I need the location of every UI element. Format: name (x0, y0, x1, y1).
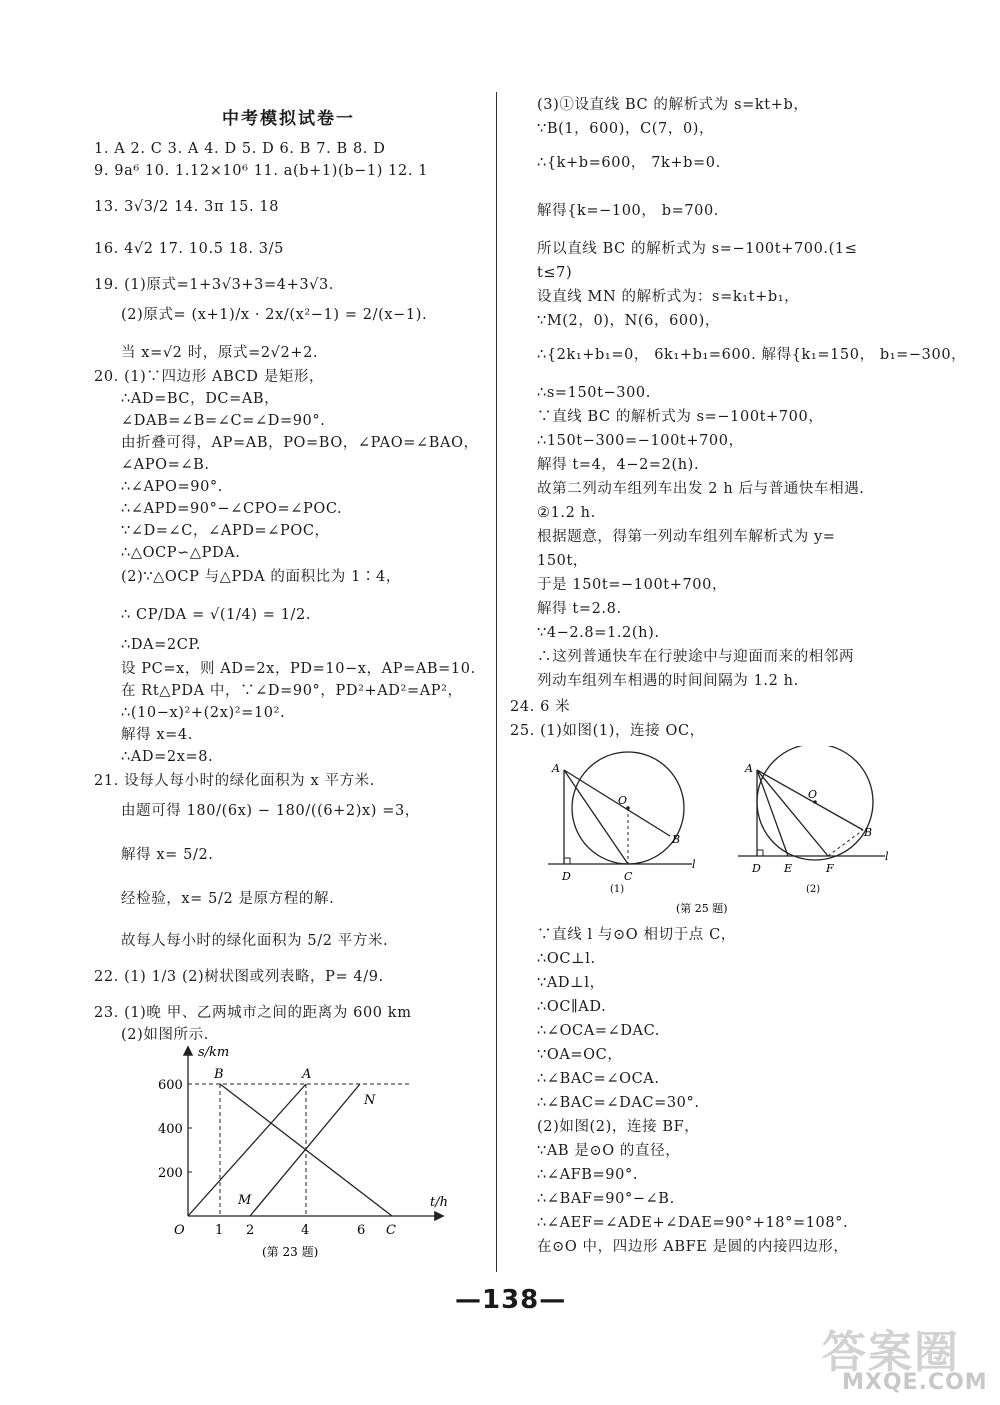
answer-line: 9. 9a⁶ 10. 1.12×10⁶ 11. a(b+1)(b−1) 12. 1 (94, 163, 429, 179)
answer-line: ∵M(2，0)，N(6，600)， (537, 313, 720, 329)
answer-line: 故第二列动车组列车出发 2 h 后与普通快车相遇. (537, 481, 865, 497)
line-MN (250, 1084, 360, 1216)
answer-line: 由折叠可得，AP=AB，PO=BO，∠PAO=∠BAO， (121, 435, 479, 451)
fig25-label-A2: A (745, 762, 753, 775)
fig25-label-F2: F (826, 862, 834, 875)
point-label-B: B (214, 1067, 224, 1082)
answer-line: (3)①设直线 BC 的解析式为 s=kt+b， (537, 97, 809, 113)
fig25-label-l: l (692, 858, 696, 871)
answer-line: ∴△OCP∽△PDA. (121, 545, 241, 561)
answer-line: ∴∠AFB=90°. (537, 1167, 639, 1183)
answer-line: 22. (1) 1/3 (2)树状图或列表略，P= 4/9. (94, 969, 384, 985)
y-tick-label: 200 (158, 1166, 183, 1181)
answer-line: 25. (1)如图(1)，连接 OC， (510, 723, 705, 739)
answer-line: (2)原式= (x+1)/x · 2x/(x²−1) = 2/(x−1). (121, 307, 428, 323)
answer-line: ∵4−2.8=1.2(h). (537, 625, 660, 641)
answer-line: ∠APO=∠B. (121, 457, 210, 473)
fig25-label-A: A (552, 762, 560, 775)
answer-line: 故每人每小时的绿化面积为 5/2 平方米. (121, 933, 389, 949)
answer-line: ∴AD=2x=8. (121, 749, 214, 765)
answer-line: ∴ CP/DA = √(1/4) = 1/2. (121, 607, 312, 623)
answer-line: 列动车组列车相遇的时间间隔为 1.2 h. (537, 673, 799, 689)
x-tick-label: 4 (301, 1223, 310, 1238)
answer-line: ∵∠D=∠C，∠APD=∠POC， (121, 523, 330, 539)
answer-line: ∴这列普通快车在行驶途中与迎面而来的相邻两 (537, 649, 855, 665)
point-label-C: C (386, 1223, 396, 1238)
fig25-label-B2: B (864, 826, 873, 839)
answer-line: 根据题意，得第一列动车组列车解析式为 y= (537, 529, 836, 545)
answer-line: 解得 x= 5/2. (121, 847, 214, 863)
answer-line: 所以直线 BC 的解析式为 s=−100t+700.(1≤ (537, 241, 858, 257)
answer-line: ∴∠AEF=∠ADE+∠DAE=90°+18°=108°. (537, 1215, 849, 1231)
answer-line: 于是 150t=−100t+700， (537, 577, 728, 593)
y-tick-label: 600 (158, 1078, 183, 1093)
figure-caption: (第 25 题) (676, 902, 728, 915)
column-divider (496, 92, 497, 1272)
fig25-label-D2: D (752, 862, 761, 875)
answer-line: ∴s=150t−300. (537, 385, 651, 401)
x-tick-label: 1 (215, 1223, 224, 1238)
answer-line: ②1.2 h. (537, 505, 596, 521)
answer-line: ∴AD=BC，DC=AB， (121, 391, 280, 407)
answer-line: ∴DA=2CP. (121, 637, 202, 653)
answer-line: 解得{k=−100， b=700. (537, 203, 720, 219)
figure-caption: (第 23 题) (262, 1245, 319, 1259)
answer-line: ∵直线 l 与⊙O 相切于点 C， (537, 927, 736, 943)
answer-line: 设 PC=x，则 AD=2x，PD=10−x，AP=AB=10. (121, 661, 476, 677)
answer-line: 设直线 MN 的解析式为：s=k₁t+b₁， (537, 289, 800, 305)
fig25-label-E2: E (784, 862, 793, 875)
answer-line: ∴150t−300=−100t+700， (537, 433, 744, 449)
fig25-label-D: D (562, 870, 571, 883)
watermark-site: MXQE.COM (842, 1370, 988, 1395)
answer-line: 解得 t=4，4−2=2(h). (537, 457, 700, 473)
y-tick-label: 400 (158, 1122, 183, 1137)
answer-line: ∴{k+b=600， 7k+b=0. (537, 155, 721, 171)
x-tick-label: 2 (246, 1223, 255, 1238)
answer-line: (2)如图所示. (121, 1027, 209, 1043)
page-title: 中考模拟试卷一 (222, 109, 355, 129)
answer-line: ∵AD⊥l， (537, 975, 605, 991)
fig25-label-C: C (624, 870, 633, 883)
answer-line: (2)如图(2)，连接 BF， (537, 1119, 700, 1135)
watermark-logo: 答案圈 (822, 1327, 960, 1378)
y-axis-label: s/km (198, 1045, 230, 1060)
answer-line: 在⊙O 中，四边形 ABFE 是圆的内接四边形， (537, 1239, 849, 1255)
page-number: —138— (455, 1285, 567, 1315)
fig25-label-O: O (618, 794, 628, 807)
answer-line: 由题可得 180/(6x) − 180/((6+2)x) =3， (121, 803, 420, 819)
answer-line: t≤7) (537, 265, 573, 281)
answer-line: ∴∠BAF=90°−∠B. (537, 1191, 675, 1207)
answer-line: ∴∠APD=90°−∠CPO=∠POC. (121, 501, 343, 517)
answer-line: ∴{2k₁+b₁=0， 6k₁+b₁=600. 解得{k₁=150， b₁=−300， (537, 347, 967, 363)
answer-line: 150t， (537, 553, 589, 569)
answer-line: 19. (1)原式=1+3√3+3=4+3√3. (94, 277, 335, 293)
answer-line: ∠DAB=∠B=∠C=∠D=90°. (121, 413, 326, 429)
answer-line: 16. 4√2 17. 10.5 18. 3/5 (94, 241, 284, 257)
figure-25-circles (530, 746, 900, 918)
answer-line: 经检验，x= 5/2 是原方程的解. (121, 891, 335, 907)
answer-line: 13. 3√3/2 14. 3π 15. 18 (94, 199, 280, 215)
answer-line: ∵OA=OC， (537, 1047, 623, 1063)
answer-line: ∴∠APO=90°. (121, 479, 223, 495)
point-label-M: M (238, 1193, 252, 1208)
answer-line: ∴OC∥AD. (537, 999, 607, 1015)
answer-line: (2)∵△OCP 与△PDA 的面积比为 1∶4， (121, 569, 401, 585)
answer-line: ∵AB 是⊙O 的直径， (537, 1143, 681, 1159)
answer-line: 24. 6 米 (510, 699, 571, 715)
point-label-N: N (364, 1093, 376, 1108)
answer-line: ∴∠OCA=∠DAC. (537, 1023, 661, 1039)
answer-line: 1. A 2. C 3. A 4. D 5. D 6. B 7. B 8. D (94, 141, 386, 157)
x-tick-label: 6 (357, 1223, 366, 1238)
answer-line: ∴(10−x)²+(2x)²=10². (121, 705, 286, 721)
answer-line: 解得 x=4. (121, 727, 193, 743)
answer-line: 在 Rt△PDA 中，∵∠D=90°，PD²+AD²=AP²， (121, 683, 463, 699)
answer-line: 解得 t=2.8. (537, 601, 622, 617)
answer-line: 20. (1)∵四边形 ABCD 是矩形， (94, 369, 325, 385)
answer-line: ∵B(1，600)，C(7，0)， (537, 121, 715, 137)
origin-label: O (174, 1223, 185, 1238)
answer-line: 21. 设每人每小时的绿化面积为 x 平方米. (94, 773, 375, 789)
x-axis-label: t/h (430, 1195, 448, 1210)
answer-line: ∵直线 BC 的解析式为 s=−100t+700， (537, 409, 824, 425)
fig25-label-B: B (672, 833, 681, 846)
fig25-label-l2: l (885, 850, 889, 863)
fig25-sub-2: (2) (806, 884, 821, 895)
fig25-sub-1: (1) (610, 884, 625, 895)
answer-line: 23. (1)晚 甲、乙两城市之间的距离为 600 km (94, 1005, 412, 1021)
point-label-A: A (302, 1067, 312, 1082)
figure-23-graph (150, 1042, 450, 1267)
answer-line: ∴OC⊥l. (537, 951, 596, 967)
answer-line: ∴∠BAC=∠DAC=30°. (537, 1095, 700, 1111)
answer-line: ∴∠BAC=∠OCA. (537, 1071, 660, 1087)
fig25-label-O2: O (808, 788, 818, 801)
answer-line: 当 x=√2 时，原式=2√2+2. (121, 345, 319, 361)
